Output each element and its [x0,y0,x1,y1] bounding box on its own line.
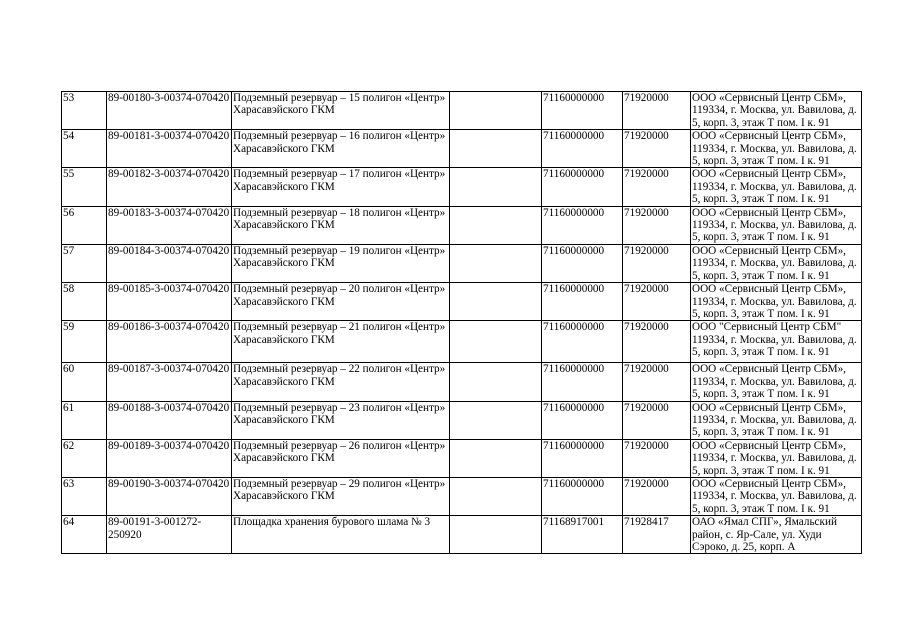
okpo-cell: 71920000 [623,206,691,244]
table-row [62,477,862,515]
object-code-cell: 89-00181-3-00374-070420 [107,130,232,168]
okpo-cell: 71920000 [623,283,691,321]
okpo-cell: 71920000 [623,168,691,206]
empty-cell [450,516,542,554]
oktmo-cell: 71160000000 [542,321,623,363]
okpo-cell: 71920000 [623,477,691,515]
row-number-cell: 64 [62,516,107,554]
okpo-cell: 71920000 [623,92,691,130]
empty-cell [450,439,542,477]
empty-cell [450,168,542,206]
oktmo-cell: 71168917001 [542,516,623,554]
row-number-cell: 57 [62,244,107,282]
okpo-cell: 71920000 [623,130,691,168]
object-name-cell: Подземный резервуар – 29 полигон «Центр» Харасавэйского ГКМ [232,477,450,515]
object-code-cell: 89-00184-3-00374-070420 [107,244,232,282]
row-number-cell: 56 [62,206,107,244]
empty-cell [450,321,542,363]
table-row [62,516,862,554]
object-name-cell: Подземный резервуар – 16 полигон «Центр» Харасавэйского ГКМ [232,130,450,168]
oktmo-cell: 71160000000 [542,92,623,130]
object-code-cell: 89-00189-3-00374-070420 [107,439,232,477]
okpo-cell: 71920000 [623,439,691,477]
row-number-cell: 61 [62,401,107,439]
oktmo-cell: 71160000000 [542,439,623,477]
row-number-cell: 54 [62,130,107,168]
organization-cell: ООО «Сервисный Центр СБМ», 119334, г. Москва, ул. Вавилова, д. 5, корп. 3, этаж Т пом. I к. 91 [691,130,862,168]
object-name-cell: Подземный резервуар – 23 полигон «Центр» Харасавэйского ГКМ [232,401,450,439]
table-row [62,401,862,439]
okpo-cell: 71920000 [623,321,691,363]
empty-cell [450,92,542,130]
row-number-cell: 55 [62,168,107,206]
oktmo-cell: 71160000000 [542,206,623,244]
empty-cell [450,130,542,168]
organization-cell: ООО "Сервисный Центр СБМ" 119334, г. Москва, ул. Вавилова, д. 5, корп. 3, этаж Т пом. I к. 91 [691,321,862,363]
organization-cell: ООО «Сервисный Центр СБМ», 119334, г. Москва, ул. Вавилова, д. 5, корп. 3, этаж Т пом. I к. 91 [691,477,862,515]
table-row [62,321,862,363]
organization-cell: ООО «Сервисный Центр СБМ», 119334, г. Москва, ул. Вавилова, д. 5, корп. 3, этаж Т пом. I к. 91 [691,168,862,206]
oktmo-cell: 71160000000 [542,401,623,439]
object-code-cell: 89-00180-3-00374-070420 [107,92,232,130]
registry-table-body [62,92,862,554]
object-name-cell: Подземный резервуар – 22 полигон «Центр» Харасавэйского ГКМ [232,363,450,401]
oktmo-cell: 71160000000 [542,168,623,206]
registry-table [61,91,862,554]
row-number-cell: 59 [62,321,107,363]
empty-cell [450,477,542,515]
row-number-cell: 62 [62,439,107,477]
organization-cell: ООО «Сервисный Центр СБМ», 119334, г. Москва, ул. Вавилова, д. 5, корп. 3, этаж Т пом. I к. 91 [691,206,862,244]
table-row [62,244,862,282]
object-code-cell: 89-00188-3-00374-070420 [107,401,232,439]
organization-cell: ООО «Сервисный Центр СБМ», 119334, г. Москва, ул. Вавилова, д. 5, корп. 3, этаж Т пом. I к. 91 [691,244,862,282]
table-row [62,92,862,130]
object-code-cell: 89-00185-3-00374-070420 [107,283,232,321]
oktmo-cell: 71160000000 [542,130,623,168]
object-name-cell: Подземный резервуар – 19 полигон «Центр» Харасавэйского ГКМ [232,244,450,282]
object-code-cell: 89-00186-3-00374-070420 [107,321,232,363]
table-row [62,168,862,206]
oktmo-cell: 71160000000 [542,244,623,282]
okpo-cell: 71920000 [623,244,691,282]
row-number-cell: 53 [62,92,107,130]
oktmo-cell: 71160000000 [542,477,623,515]
row-number-cell: 58 [62,283,107,321]
organization-cell: ОАО «Ямал СПГ», Ямальский район, с. Яр-Сале, ул. Худи Сэроко, д. 25, корп. А [691,516,862,554]
organization-cell: ООО «Сервисный Центр СБМ», 119334, г. Москва, ул. Вавилова, д. 5, корп. 3, этаж Т пом. I к. 91 [691,363,862,401]
organization-cell: ООО «Сервисный Центр СБМ», 119334, г. Москва, ул. Вавилова, д. 5, корп. 3, этаж Т пом. I к. 91 [691,92,862,130]
row-number-cell: 63 [62,477,107,515]
empty-cell [450,283,542,321]
table-row [62,363,862,401]
empty-cell [450,363,542,401]
empty-cell [450,244,542,282]
object-code-cell: 89-00182-3-00374-070420 [107,168,232,206]
object-name-cell: Подземный резервуар – 21 полигон «Центр» Харасавэйского ГКМ [232,321,450,363]
object-name-cell: Подземный резервуар – 18 полигон «Центр» Харасавэйского ГКМ [232,206,450,244]
object-code-cell: 89-00191-3-001272-250920 [107,516,232,554]
oktmo-cell: 71160000000 [542,363,623,401]
object-name-cell: Площадка хранения бурового шлама № 3 [232,516,450,554]
organization-cell: ООО «Сервисный Центр СБМ», 119334, г. Москва, ул. Вавилова, д. 5, корп. 3, этаж Т пом. I к. 91 [691,283,862,321]
empty-cell [450,206,542,244]
object-name-cell: Подземный резервуар – 26 полигон «Центр» Харасавэйского ГКМ [232,439,450,477]
okpo-cell: 71920000 [623,401,691,439]
organization-cell: ООО «Сервисный Центр СБМ», 119334, г. Москва, ул. Вавилова, д. 5, корп. 3, этаж Т пом. I к. 91 [691,401,862,439]
object-name-cell: Подземный резервуар – 15 полигон «Центр» Харасавэйского ГКМ [232,92,450,130]
table-row [62,283,862,321]
table-row [62,439,862,477]
empty-cell [450,401,542,439]
oktmo-cell: 71160000000 [542,283,623,321]
object-name-cell: Подземный резервуар – 20 полигон «Центр» Харасавэйского ГКМ [232,283,450,321]
table-row [62,130,862,168]
row-number-cell: 60 [62,363,107,401]
object-code-cell: 89-00183-3-00374-070420 [107,206,232,244]
table-row [62,206,862,244]
okpo-cell: 71928417 [623,516,691,554]
okpo-cell: 71920000 [623,363,691,401]
object-name-cell: Подземный резервуар – 17 полигон «Центр» Харасавэйского ГКМ [232,168,450,206]
organization-cell: ООО «Сервисный Центр СБМ», 119334, г. Москва, ул. Вавилова, д. 5, корп. 3, этаж Т пом. I к. 91 [691,439,862,477]
object-code-cell: 89-00190-3-00374-070420 [107,477,232,515]
object-code-cell: 89-00187-3-00374-070420 [107,363,232,401]
